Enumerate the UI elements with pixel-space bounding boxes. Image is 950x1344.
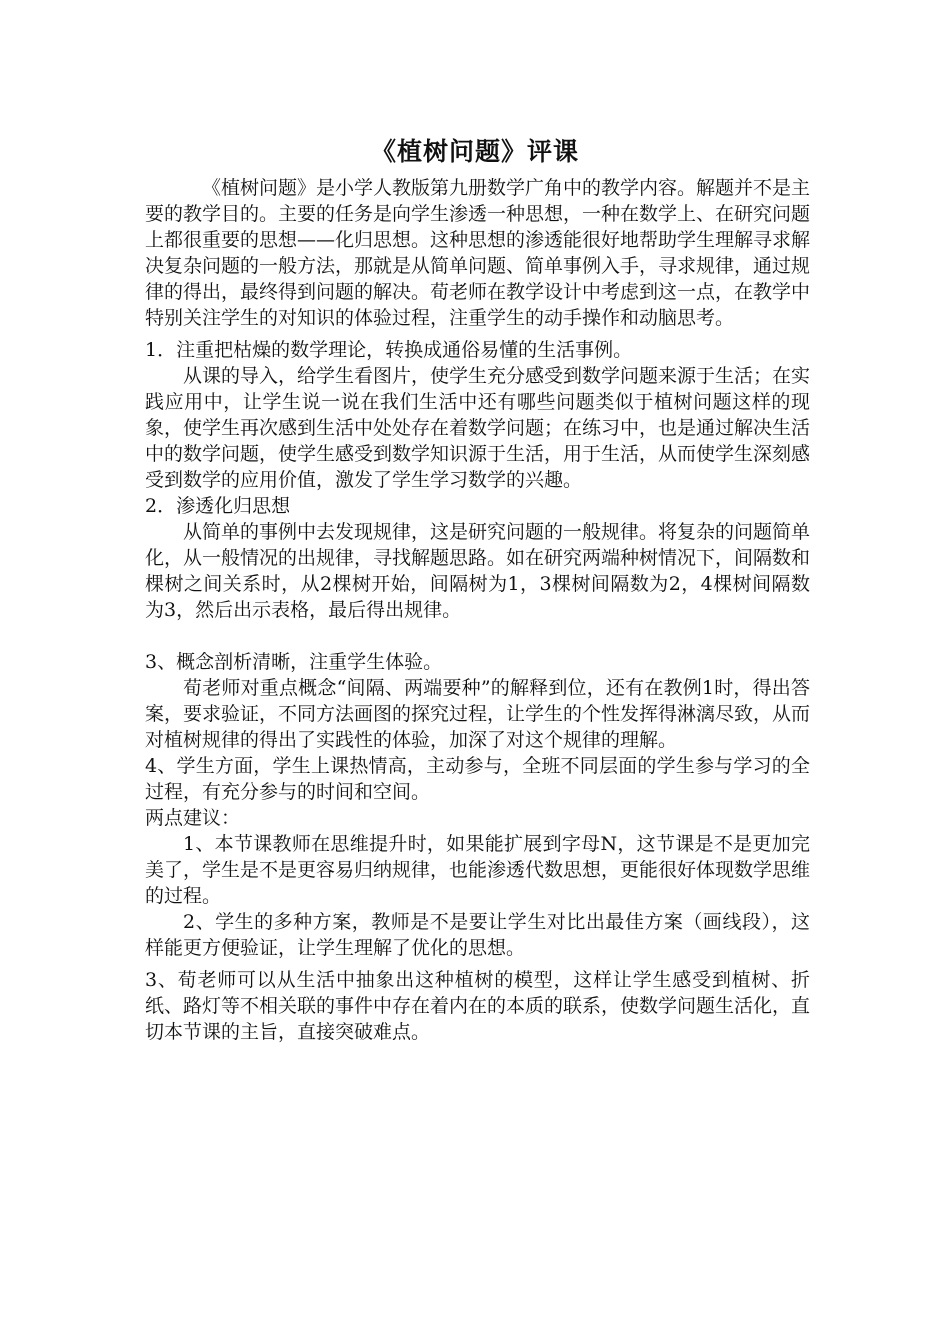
section-2-paragraph: 从简单的事例中去发现规律，这是研究问题的一般规律。将复杂的问题简单化，从一般情况的出规律，寻找解题思路。如在研究两端种树情况下，间隔数和棵树之间关系时，从2棵树开始，间隔树为1，3棵树间隔数为2，4棵树间隔数为3，然后出示表格，最后得出规律。: [145, 521, 811, 621]
section-heading-3: 3、概念剖析清晰，注重学生体验。: [145, 651, 443, 673]
section-3-paragraph: 荀老师对重点概念“间隔、两端要种”的解释到位，还有在教例1时，得出答案，要求验证，不同方法画图的探究过程，让学生的个性发挥得淋漓尽致，从而对植树规律的得出了实践性的体验，加深了对这个规律的理解。: [145, 677, 811, 751]
document-body: [145, 175, 810, 1045]
section-1-paragraph: 从课的导入，给学生看图片，使学生充分感受到数学问题来源于生活；在实践应用中，让学生说一说在我们生活中还有哪些问题类似于植树问题这样的现象，使学生再次感到生活中处处存在着数学问题；在练习中，也是通过解决生活中的数学问题，使学生感受到数学知识源于生活，用于生活，从而使学生深刻感受到数学的应用价值，激发了学生学习数学的兴趣。: [145, 365, 811, 491]
section-heading-1: 1．注重把枯燥的数学理论，转换成通俗易懂的生活事例。: [145, 339, 633, 361]
suggestion-3: 3、荀老师可以从生活中抽象出这种植树的模型，这样让学生感受到植树、折纸、路灯等不相关联的事件中存在着内在的本质的联系，使数学问题生活化，直切本节课的主旨，直接突破难点。: [145, 969, 811, 1043]
section-heading-2: 2．渗透化归思想: [145, 495, 291, 517]
blank-line: [145, 623, 810, 649]
suggestion-2: 2、学生的多种方案，教师是不是要让学生对比出最佳方案（画线段），这样能更方便验证，让学生理解了优化的思想。: [145, 911, 810, 959]
suggestions-heading: 两点建议：: [145, 807, 241, 829]
document-title: 《植树问题》评课: [370, 137, 579, 166]
intro-paragraph: 《植树问题》是小学人教版第九册数学广角中的教学内容。解题并不是主要的教学目的。主要的任务是向学生渗透一种思想，一种在数学上、在研究问题上都很重要的思想——化归思想。这种思想的渗透能很好地帮助学生理解寻求解决复杂问题的一般方法，那就是从简单问题、简单事例入手，寻求规律，通过规律的得出，最终得到问题的解决。荀老师在教学设计中考虑到这一点，在教学中特别关注学生的对知识的体验过程，注重学生的动手操作和动脑思考。: [145, 177, 811, 329]
section-4-paragraph: 4、学生方面，学生上课热情高，主动参与，全班不同层面的学生参与学习的全过程，有充分参与的时间和空间。: [145, 755, 810, 803]
suggestion-1: 1、本节课教师在思维提升时，如果能扩展到字母N，这节课是不是更加完美了，学生是不是更容易归纳规律，也能渗透代数思想，更能很好体现数学思维的过程。: [145, 833, 811, 907]
